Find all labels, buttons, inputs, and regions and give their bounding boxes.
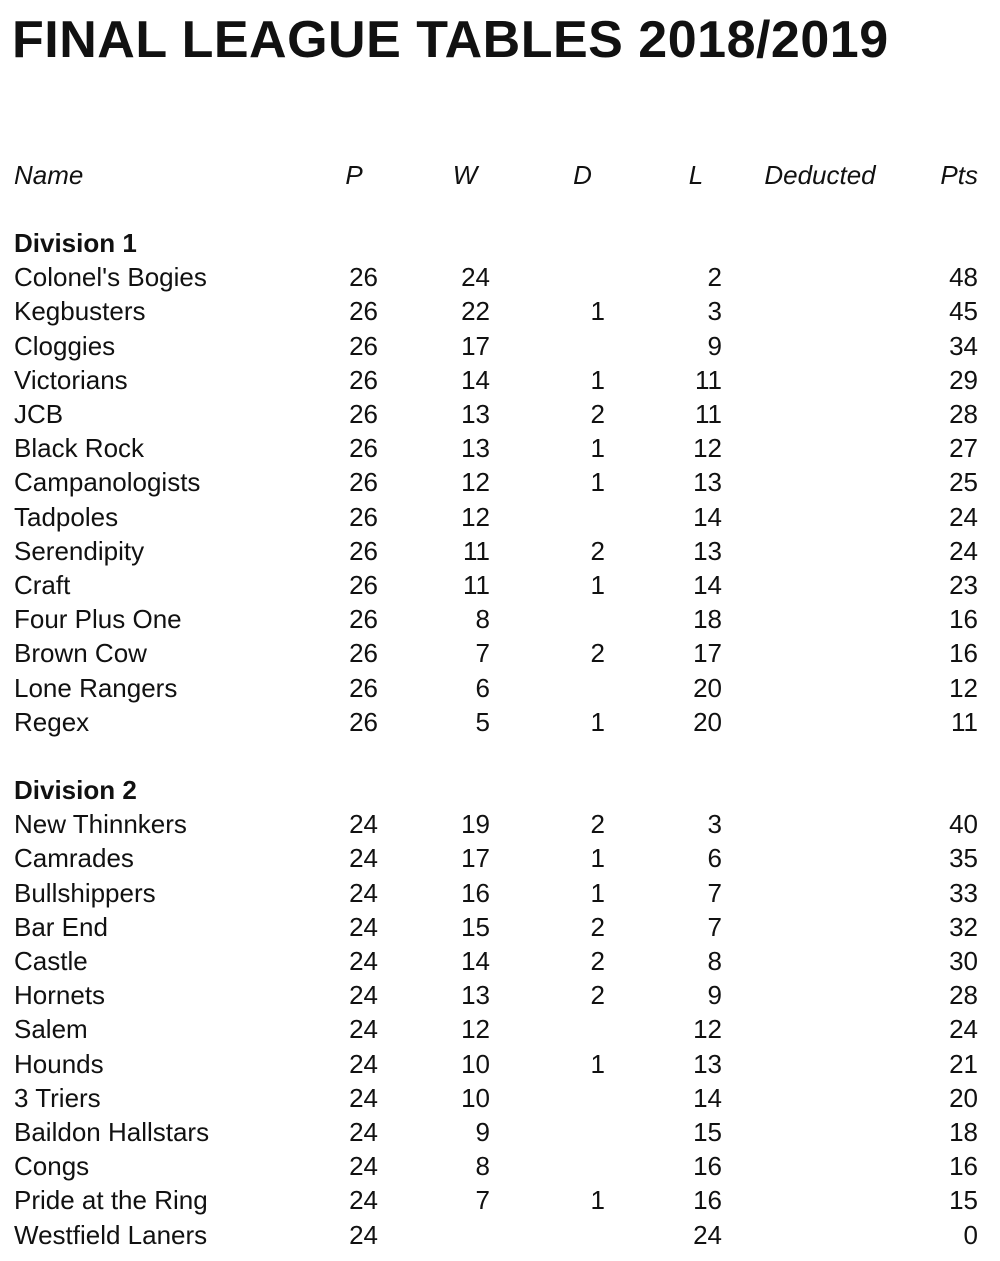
team-name: Tadpoles [14,501,119,532]
points-cell: 27 [949,433,978,464]
header-won: W [452,160,478,190]
points-cell: 23 [949,570,978,600]
won-cell: 14 [461,364,490,395]
lost-cell: 7 [707,877,722,908]
points-cell: 28 [949,980,978,1011]
won-cell: 5 [475,706,490,737]
played-cell: 26 [349,262,378,293]
points-cell: 15 [949,1185,978,1216]
points-cell: 25 [949,467,978,498]
drawn-cell: 1 [590,467,605,498]
played-cell: 24 [349,809,378,840]
lost-cell: 2 [707,262,722,293]
points-cell: 45 [949,296,978,327]
lost-cell: 7 [707,911,722,942]
won-cell: 13 [461,980,490,1011]
team-name: Hornets [14,980,106,1011]
played-cell: 26 [349,570,378,600]
team-name: Campanologists [14,467,201,498]
team-name: Brown Cow [14,638,147,669]
played-cell: 24 [349,1151,378,1182]
points-cell: 30 [949,946,978,976]
page-title: FINAL LEAGUE TABLES 2018/2019 [12,11,889,69]
drawn-cell: 1 [590,1048,605,1079]
team-name: Regex [14,706,90,737]
played-cell: 26 [349,638,378,669]
played-cell: 26 [349,604,378,635]
table-row [0,1149,1000,1183]
table-row [0,944,1000,978]
header-points: Pts [940,160,978,190]
won-cell: 13 [461,399,490,429]
team-name: Craft [14,570,71,600]
won-cell: 17 [461,843,490,874]
table-row [0,1115,1000,1149]
team-name: Bar End [14,911,108,942]
won-cell: 19 [461,809,490,840]
table-row [0,534,1000,568]
won-cell: 6 [475,672,490,703]
team-name: Four Plus One [14,604,182,635]
lost-cell: 13 [693,467,722,498]
table-row [0,1012,1000,1046]
lost-cell: 12 [693,433,722,464]
played-cell: 26 [349,535,378,566]
played-cell: 24 [349,980,378,1011]
lost-cell: 20 [693,706,722,737]
lost-cell: 11 [695,399,722,429]
points-cell: 21 [949,1048,978,1079]
lost-cell: 14 [693,1082,722,1113]
drawn-cell: 1 [590,296,605,327]
table-row [0,1218,1000,1252]
played-cell: 26 [349,706,378,737]
played-cell: 26 [349,296,378,327]
won-cell: 11 [463,570,490,600]
table-row [0,568,1000,602]
drawn-cell: 2 [590,638,605,669]
drawn-cell: 2 [590,980,605,1011]
lost-cell: 14 [693,570,722,600]
division-heading: Division 1 [14,228,137,258]
drawn-cell: 1 [590,433,605,464]
played-cell: 26 [349,399,378,429]
lost-cell: 15 [693,1117,722,1147]
points-cell: 32 [949,911,978,942]
lost-cell: 16 [693,1151,722,1182]
drawn-cell: 2 [590,911,605,942]
lost-cell: 17 [693,638,722,669]
played-cell: 24 [349,1219,378,1250]
won-cell: 13 [461,433,490,464]
won-cell: 8 [475,604,490,635]
team-name: Baildon Hallstars [14,1117,210,1147]
table-row [0,363,1000,397]
points-cell: 24 [949,1014,978,1045]
points-cell: 16 [949,638,978,669]
team-name: Kegbusters [14,296,146,327]
table-row [0,500,1000,534]
lost-cell: 9 [707,330,722,361]
lost-cell: 12 [693,1014,722,1045]
lost-cell: 20 [693,672,722,703]
drawn-cell: 1 [590,843,605,874]
lost-cell: 11 [695,364,722,395]
team-name: Serendipity [14,535,145,566]
table-row [0,1183,1000,1217]
team-name: 3 Triers [14,1082,101,1113]
won-cell: 24 [461,262,490,293]
drawn-cell: 2 [590,399,605,429]
lost-cell: 3 [707,809,722,840]
won-cell: 12 [461,467,490,498]
won-cell: 7 [475,638,490,669]
points-cell: 35 [949,843,978,874]
played-cell: 24 [349,946,378,976]
team-name: Victorians [14,364,128,395]
table-row [0,978,1000,1012]
won-cell: 22 [461,296,490,327]
table-row [0,910,1000,944]
won-cell: 7 [475,1185,490,1216]
points-cell: 12 [949,672,978,703]
played-cell: 24 [349,1048,378,1079]
lost-cell: 24 [693,1219,722,1250]
table-row [0,841,1000,875]
won-cell: 14 [461,946,490,976]
table-row [0,807,1000,841]
header-played: P [345,160,363,190]
played-cell: 24 [349,1014,378,1045]
table-header [0,158,1000,192]
drawn-cell: 1 [590,570,605,600]
lost-cell: 9 [707,980,722,1011]
team-name: Black Rock [14,433,145,464]
team-name: Salem [14,1014,88,1045]
drawn-cell: 2 [590,809,605,840]
table-row [0,329,1000,363]
lost-cell: 6 [707,843,722,874]
team-name: Bullshippers [14,877,156,908]
played-cell: 24 [349,1117,378,1147]
points-cell: 28 [949,399,978,429]
played-cell: 26 [349,330,378,361]
points-cell: 24 [949,535,978,566]
header-lost: L [688,160,704,190]
played-cell: 24 [349,1082,378,1113]
points-cell: 34 [949,330,978,361]
lost-cell: 18 [693,604,722,635]
played-cell: 24 [349,911,378,942]
played-cell: 24 [349,877,378,908]
points-cell: 24 [949,501,978,532]
drawn-cell: 1 [590,1185,605,1216]
drawn-cell: 2 [590,946,605,976]
points-cell: 48 [949,262,978,293]
table-row [0,705,1000,739]
lost-cell: 14 [693,501,722,532]
table-row [0,671,1000,705]
points-cell: 0 [963,1219,978,1250]
points-cell: 16 [949,604,978,635]
table-row [0,294,1000,328]
table-row [0,1047,1000,1081]
played-cell: 26 [349,433,378,464]
won-cell: 12 [461,1014,490,1045]
played-cell: 26 [349,672,378,703]
won-cell: 16 [461,877,490,908]
played-cell: 26 [349,467,378,498]
table-row [0,1081,1000,1115]
table-row [0,397,1000,431]
drawn-cell: 2 [590,535,605,566]
table-row [0,636,1000,670]
team-name: Cloggies [14,330,116,361]
played-cell: 24 [349,843,378,874]
drawn-cell: 1 [590,877,605,908]
won-cell: 17 [461,330,490,361]
points-cell: 29 [949,364,978,395]
points-cell: 33 [949,877,978,908]
points-cell: 16 [949,1151,978,1182]
header-name: Name [14,160,84,190]
won-cell: 15 [461,911,490,942]
team-name: Castle [14,946,88,976]
lost-cell: 16 [693,1185,722,1216]
team-name: Colonel's Bogies [14,262,207,293]
team-name: Camrades [14,843,134,874]
lost-cell: 13 [693,535,722,566]
table-row [0,602,1000,636]
table-row [0,465,1000,499]
lost-cell: 3 [707,296,722,327]
team-name: Lone Rangers [14,672,178,703]
won-cell: 10 [461,1082,490,1113]
drawn-cell: 1 [590,706,605,737]
team-name: Congs [14,1151,90,1182]
division-heading: Division 2 [14,775,137,805]
lost-cell: 8 [707,946,722,976]
played-cell: 26 [349,501,378,532]
team-name: Pride at the Ring [14,1185,208,1216]
points-cell: 20 [949,1082,978,1113]
team-name: Hounds [14,1048,104,1079]
points-cell: 40 [949,809,978,840]
won-cell: 8 [475,1151,490,1182]
won-cell: 12 [461,501,490,532]
won-cell: 9 [475,1117,490,1147]
won-cell: 10 [461,1048,490,1079]
points-cell: 18 [949,1117,978,1147]
drawn-cell: 1 [590,364,605,395]
played-cell: 26 [349,364,378,395]
team-name: JCB [14,399,64,429]
table-row [0,260,1000,294]
won-cell: 11 [463,535,490,566]
table-row [0,876,1000,910]
points-cell: 11 [951,706,978,737]
header-drawn: D [573,160,592,190]
header-deducted: Deducted [764,160,876,190]
played-cell: 24 [349,1185,378,1216]
team-name: Westfield Laners [14,1219,208,1250]
team-name: New Thinnkers [14,809,187,840]
lost-cell: 13 [693,1048,722,1079]
table-row [0,431,1000,465]
